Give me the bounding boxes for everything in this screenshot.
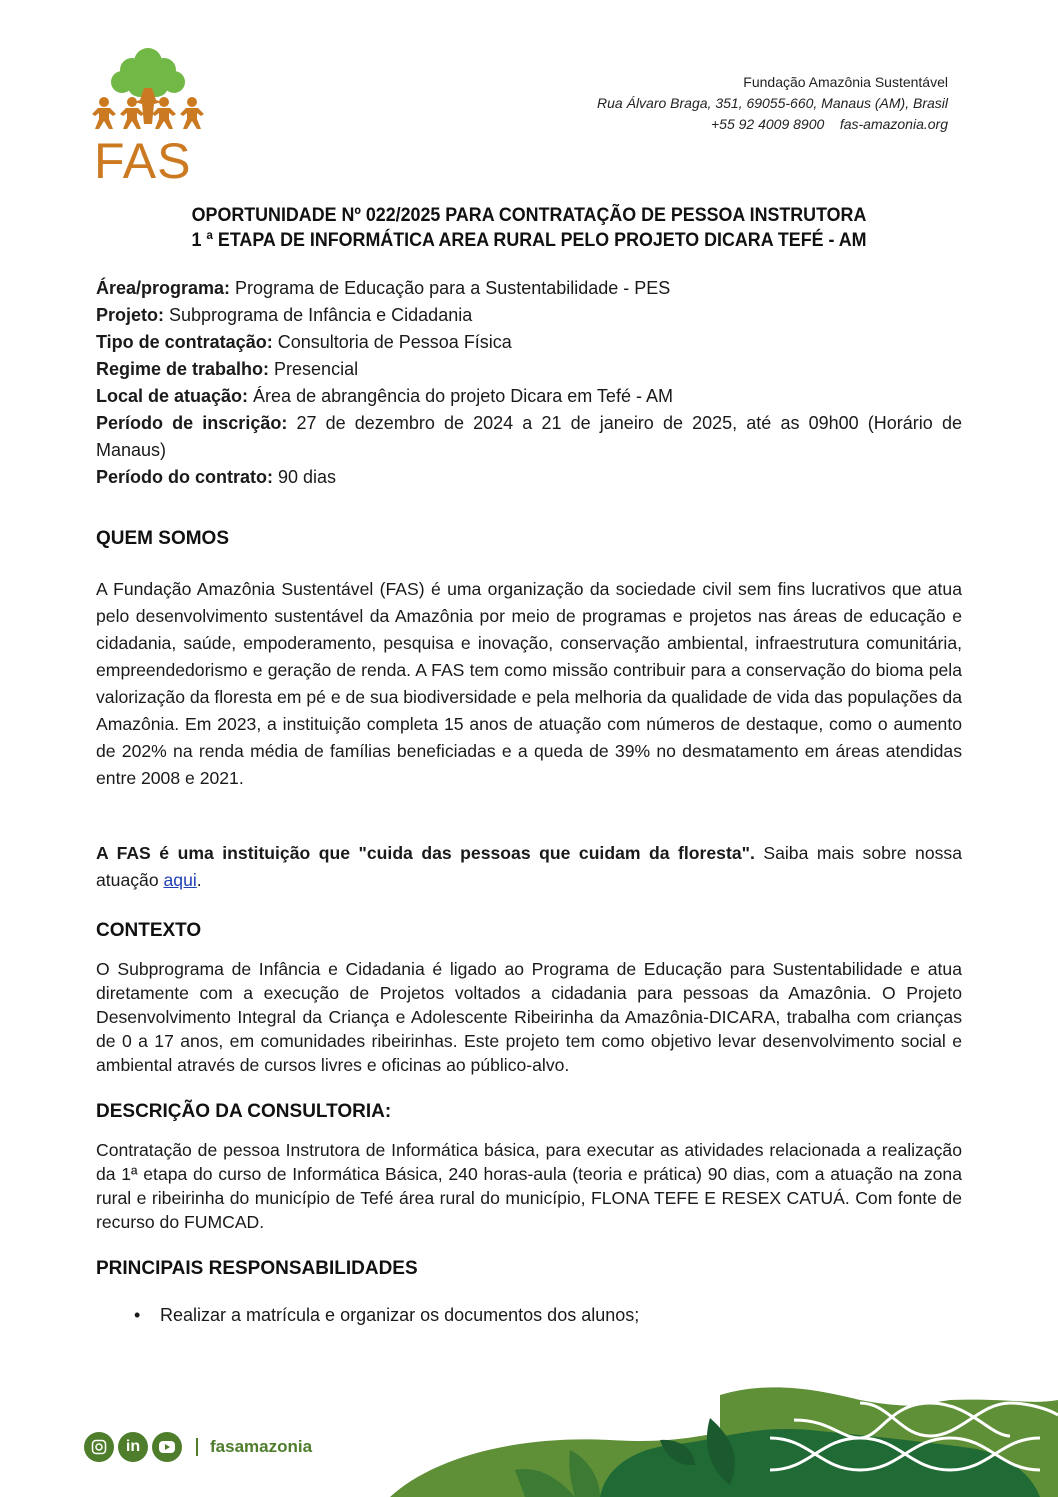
footer-social <box>84 1432 312 1462</box>
fas-logo <box>92 44 204 189</box>
instagram-icon[interactable] <box>84 1432 114 1462</box>
responsabilidades-list-wrap <box>122 1302 962 1329</box>
title-line-2: 1 ª ETAPA DE INFORMÁTICA AREA RURAL PELO PROJETO DICARA TEFÉ - AM <box>191 230 867 251</box>
section-heading-descricao: DESCRIÇÃO DA CONSULTORIA: <box>96 1101 392 1122</box>
list-item: • Realizar a matrícula e organizar os documentos dos alunos; <box>160 1302 962 1329</box>
footer-wave-decoration <box>390 1370 1058 1497</box>
page-title <box>122 203 936 253</box>
org-phone: +55 92 4009 8900 <box>710 116 825 132</box>
org-contact <box>597 114 948 135</box>
quem-somos-tagline: A FAS é uma instituição que "cuida das pessoas que cuidam da floresta". Saiba mais sobre nossa atuação aqui. <box>96 843 962 890</box>
meta-tipo: Tipo de contratação: Consultoria de Pessoa Física <box>96 332 512 352</box>
logo-wordmark: FAS <box>94 133 192 189</box>
meta-inscricao: Período de inscrição: 27 de dezembro de 2024 a 21 de janeiro de 2025, até as 09h00 (Horário de Manaus) <box>96 413 962 460</box>
youtube-icon[interactable] <box>152 1432 182 1462</box>
org-address: Rua Álvaro Braga, 351, 69055-660, Manaus (AM), Brasil <box>597 95 948 111</box>
org-name: Fundação Amazônia Sustentável <box>743 74 948 90</box>
section-heading-contexto: CONTEXTO <box>96 920 202 941</box>
section-heading-responsabilidades: PRINCIPAIS RESPONSABILIDADES <box>96 1258 418 1279</box>
social-handle: fasamazonia <box>210 1437 313 1456</box>
section-heading-quem-somos: QUEM SOMOS <box>96 528 230 549</box>
meta-local: Local de atuação: Área de abrangência do projeto Dicara em Tefé - AM <box>96 386 673 406</box>
meta-area: Área/programa: Programa de Educação para a Sustentabilidade - PES <box>96 278 671 298</box>
quem-somos-body: A Fundação Amazônia Sustentável (FAS) é uma organização da sociedade civil sem fins lucrativos que atua pelo desenvolvimento sustentável da Amazônia por meio de programas e projetos nas áreas de educação e cidadania, saúde, empoderamento, pesquisa e inovação, conservação ambiental, infraestrutura comunitária, empreendedorismo e geração de renda. A FAS tem como missão contribuir para a conservação do bioma pela valorização da floresta em pé e de sua biodiversidade e pela melhoria da qualidade de vida das populações da Amazônia. Em 2023, a instituição completa 15 anos de atuação com números de destaque, como o aumento de 202% na renda média de famílias beneficiadas e a queda de 39% no desmatamento em áreas atendidas entre 2008 e 2021. <box>96 579 962 788</box>
footer-divider <box>196 1438 198 1456</box>
tree-people-icon <box>92 44 204 136</box>
job-meta <box>96 275 962 491</box>
contexto-body: O Subprograma de Infância e Cidadania é ligado ao Programa de Educação para Sustentabilidade e atua diretamente com a execução de Projetos voltados a cidadania para pessoas da Amazônia. O Projeto Desenvolvimento Integral da Criança e Adolescente Ribeirinha da Amazônia-DICARA, trabalha com crianças de 0 a 17 anos, em comunidades ribeirinhas. Este projeto tem como objetivo levar desenvolvimento social e ambiental através de cursos livres e oficinas ao público-alvo. <box>96 959 962 1075</box>
descricao-body: Contratação de pessoa Instrutora de Informática básica, para executar as atividades relacionada a realização da 1ª etapa do curso de Informática Básica, 240 horas-aula (teoria e prática) 90 dias, com a atuação na zona rural e ribeirinha do município de Tefé área rural do município, FLONA TEFE E RESEX CATUÁ. Com fonte de recurso do FUMCAD. <box>96 1140 962 1232</box>
org-address-block <box>597 72 948 135</box>
linkedin-icon[interactable]: in <box>118 1432 148 1462</box>
meta-regime: Regime de trabalho: Presencial <box>96 359 359 379</box>
title-line-1: OPORTUNIDADE Nº 022/2025 PARA CONTRATAÇÃO DE PESSOA INSTRUTORA <box>191 205 867 226</box>
responsabilidades-list <box>122 1302 962 1329</box>
meta-contrato: Período do contrato: 90 dias <box>96 467 337 487</box>
aqui-link[interactable]: aqui <box>163 870 197 890</box>
org-website: fas-amazonia.org <box>839 116 948 132</box>
meta-projeto: Projeto: Subprograma de Infância e Cidadania <box>96 305 473 325</box>
